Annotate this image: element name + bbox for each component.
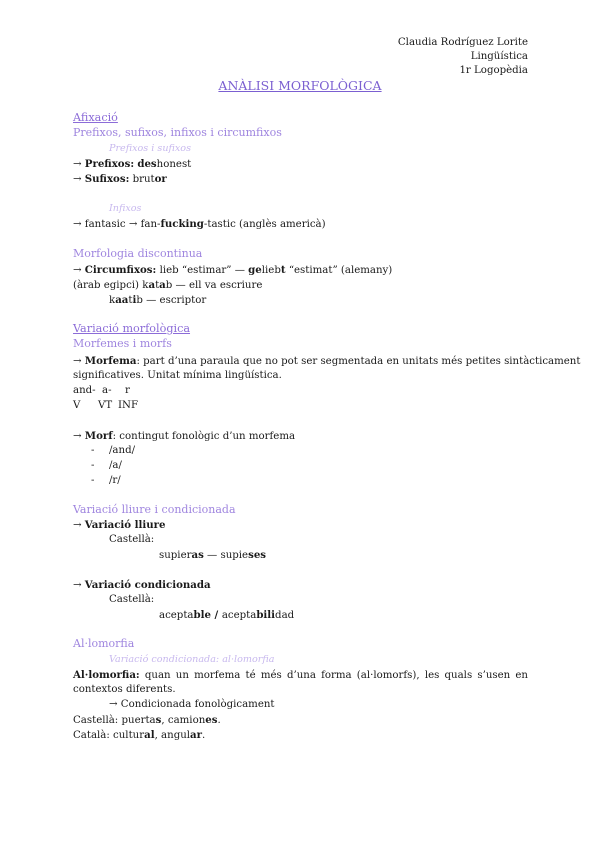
variacio-condicionada-label: → Variació condicionada	[73, 579, 211, 591]
suffix-example: → Sufixos: brutor	[73, 173, 167, 185]
language-label: Castellà:	[109, 534, 155, 545]
condicionada-example: aceptable / aceptabilidad	[159, 609, 295, 621]
language-label: Castellà:	[109, 594, 155, 605]
arabic-example: (àrab egipci) katab — ell va escriure	[73, 279, 263, 291]
kaatib-example: kaatib — escriptor	[109, 294, 207, 306]
arrow-icon: →	[73, 174, 82, 185]
author-name: Claudia Rodríguez Lorite	[397, 37, 528, 48]
arrow-icon: →	[73, 520, 82, 531]
variacio-lliure-label: → Variació lliure	[73, 519, 166, 531]
segment-3: r	[125, 385, 130, 396]
circumfix-example: → Circumfixos: lieb “estimar” — geliebt “estimat” (alemany)	[73, 264, 393, 276]
allomorfia-definition: Al·lomorfia: quan un morfema té més d’una forma (al·lomorfs), les quals s’usen en contextos diferents.	[73, 669, 528, 695]
minor-heading-infixos: Infixos	[109, 203, 142, 214]
arrow-icon: →	[73, 265, 82, 276]
castella-example: Castellà: puertas, camiones.	[73, 714, 221, 726]
catala-example: Català: cultural, angular.	[73, 729, 206, 741]
morf-definition: → Morf: contingut fonològic d’un morfema	[73, 430, 296, 442]
arrow-icon: →	[73, 431, 82, 442]
arrow-icon: →	[73, 580, 82, 591]
arrow-icon: →	[73, 219, 82, 230]
prefix-example: → Prefixos: deshonest	[73, 158, 192, 170]
course-name: 1r Logopèdia	[459, 65, 528, 76]
subheading-lliure: Variació lliure i condicionada	[73, 503, 236, 516]
subheading-prefixos: Prefixos, sufixos, infixos i circumfixos	[73, 126, 282, 139]
list-item: - /and/	[91, 445, 136, 456]
segment-1: and-	[73, 385, 96, 396]
subheading-allomorfia: Al·lomorfia	[73, 637, 135, 650]
section-heading-variacio: Variació morfològica	[73, 322, 191, 335]
gloss-2: VT	[98, 400, 113, 411]
subject-name: Lingüística	[470, 51, 528, 62]
section-heading-afixacio: Afixació	[73, 111, 118, 124]
page-title: ANÀLISI MORFOLÒGICA	[218, 78, 382, 93]
gloss-3: INF	[118, 400, 139, 411]
segment-2: a-	[102, 385, 112, 396]
morfema-definition-line1: → Morfema: part d’una paraula que no pot ser segmentada en unitats més petites sintàcticament	[73, 355, 581, 367]
list-item: - /r/	[91, 475, 121, 486]
gloss-1: V	[73, 400, 81, 411]
arrow-icon: →	[73, 159, 82, 170]
minor-heading-prefixos-sufixos: Prefixos i sufixos	[109, 143, 192, 154]
subheading-discontinua: Morfologia discontinua	[73, 247, 203, 260]
morfema-definition-line2: significatives. Unitat mínima lingüística.	[73, 370, 282, 381]
infix-example: → fantasic → fan-fucking-tastic (anglès americà)	[73, 218, 326, 230]
arrow-icon: →	[128, 219, 138, 230]
list-item: - /a/	[91, 460, 122, 471]
lliure-example: supieras — supieses	[159, 549, 267, 561]
arrow-icon: →	[73, 356, 82, 367]
minor-heading-allomorfia: Variació condicionada: al·lomorfia	[109, 654, 275, 665]
condicionada-fonologicament: → Condicionada fonològicament	[109, 699, 275, 710]
subheading-morfemes: Morfemes i morfs	[73, 337, 172, 350]
